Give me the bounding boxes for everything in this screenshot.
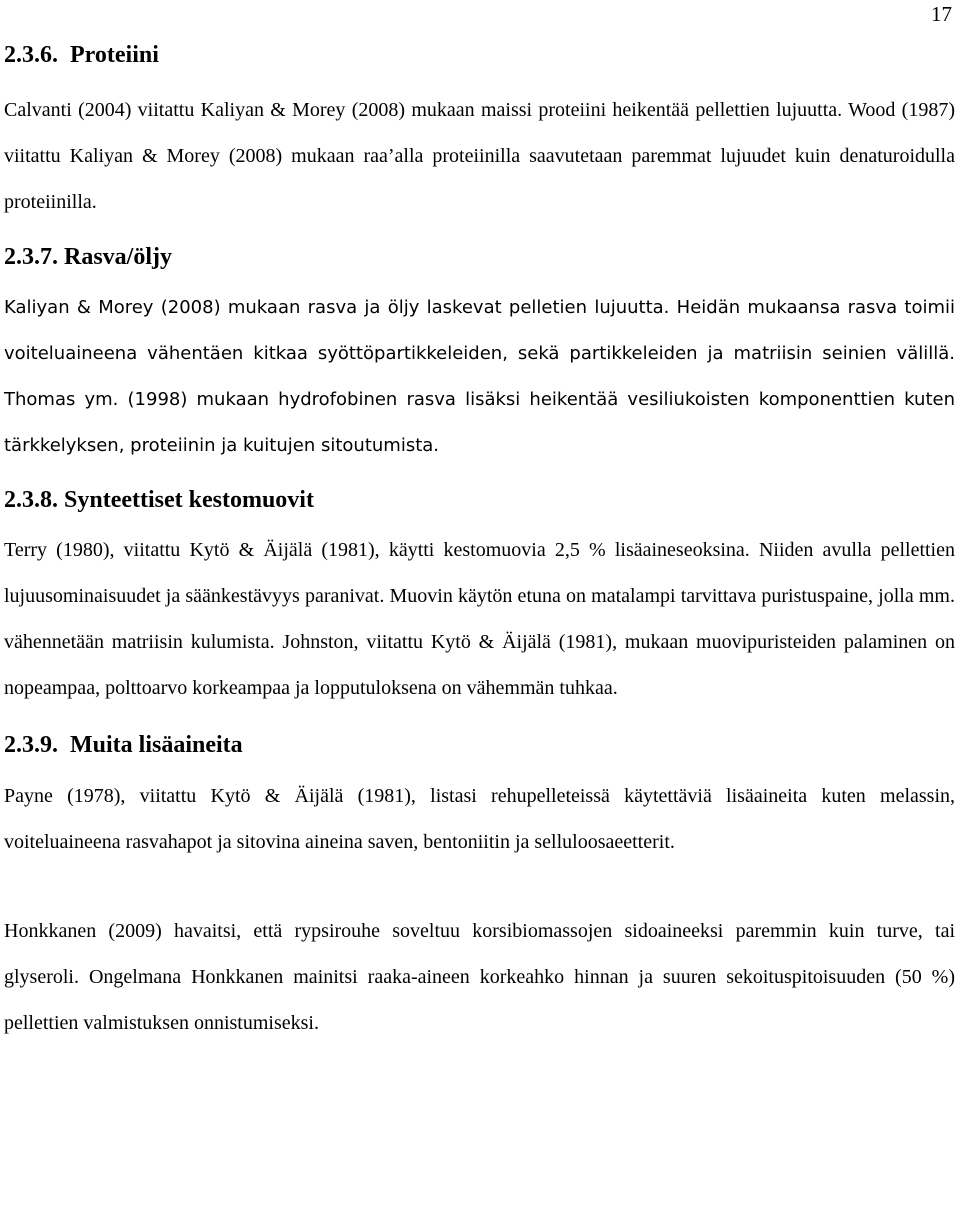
section-number: 2.3.8. (4, 487, 58, 513)
section-heading (4, 243, 955, 271)
section-title: Proteiini (70, 42, 159, 68)
section-title: Synteettiset kestomuovit (64, 487, 314, 513)
section-proteiini (4, 41, 955, 225)
paragraph: Kaliyan & Morey (2008) mukaan rasva ja öljy laskevat pelletien lujuutta. Heidän mukaansa rasva toimii voiteluaineena vähentäen kitkaa syöttöpartikkeleiden, sekä partikkeleiden ja matriisin seinien välillä. Thomas ym. (1998) mukaan hydrofobinen rasva lisäksi heikentää vesiliukoisten komponenttien kuten tärkkelyksen, proteiinin ja kuitujen sitoutumista. (4, 297, 955, 456)
section-title: Rasva/öljy (64, 244, 172, 270)
section-number: 2.3.9. (4, 732, 58, 758)
section-muita-lisaaineita (4, 731, 955, 1046)
document-body (4, 0, 955, 1046)
section-number: 2.3.7. (4, 244, 58, 270)
paragraph: Calvanti (2004) viitattu Kaliyan & Morey (2008) mukaan maissi proteiini heikentää pellettien lujuutta. Wood (1987) viitattu Kaliyan & Morey (2008) mukaan raa’alla proteiinilla saavutetaan paremmat lujuudet kuin denaturoidulla proteiinilla. (4, 99, 955, 213)
paragraph: Payne (1978), viitattu Kytö & Äijälä (1981), listasi rehupelleteissä käytettäviä lisäaineita kuten melassin, voiteluaineena rasvahapot ja sitovina aineina saven, bentoniitin ja selluloosaeetterit. (4, 785, 955, 853)
section-synteettiset-kestomuovit (4, 486, 955, 711)
page-number: 17 (931, 2, 952, 26)
section-heading (4, 731, 955, 759)
section-heading (4, 486, 955, 514)
paragraph: Honkkanen (2009) havaitsi, että rypsirouhe soveltuu korsibiomassojen sidoaineeksi paremmin kuin turve, tai glyseroli. Ongelmana Honkkanen mainitsi raaka-aineen korkeahko hinnan ja suuren sekoituspitoisuuden (50 %) pellettien valmistuksen onnistumiseksi. (4, 920, 955, 1034)
section-title: Muita lisäaineita (70, 732, 243, 758)
section-heading (4, 41, 955, 69)
paragraph: Terry (1980), viitattu Kytö & Äijälä (1981), käytti kestomuovia 2,5 % lisäaineseoksina. Niiden avulla pellettien lujuusominaisuudet ja säänkestävyys paranivat. Muovin käytön etuna on matalampi tarvittava puristuspaine, jolla mm. vähennetään matriisin kulumista. Johnston, viitattu Kytö & Äijälä (1981), mukaan muovipuristeiden palaminen on nopeampaa, polttoarvo korkeampaa ja lopputuloksena on vähemmän tuhkaa. (4, 539, 955, 699)
section-number: 2.3.6. (4, 42, 58, 68)
section-rasva-oljy (4, 243, 955, 469)
